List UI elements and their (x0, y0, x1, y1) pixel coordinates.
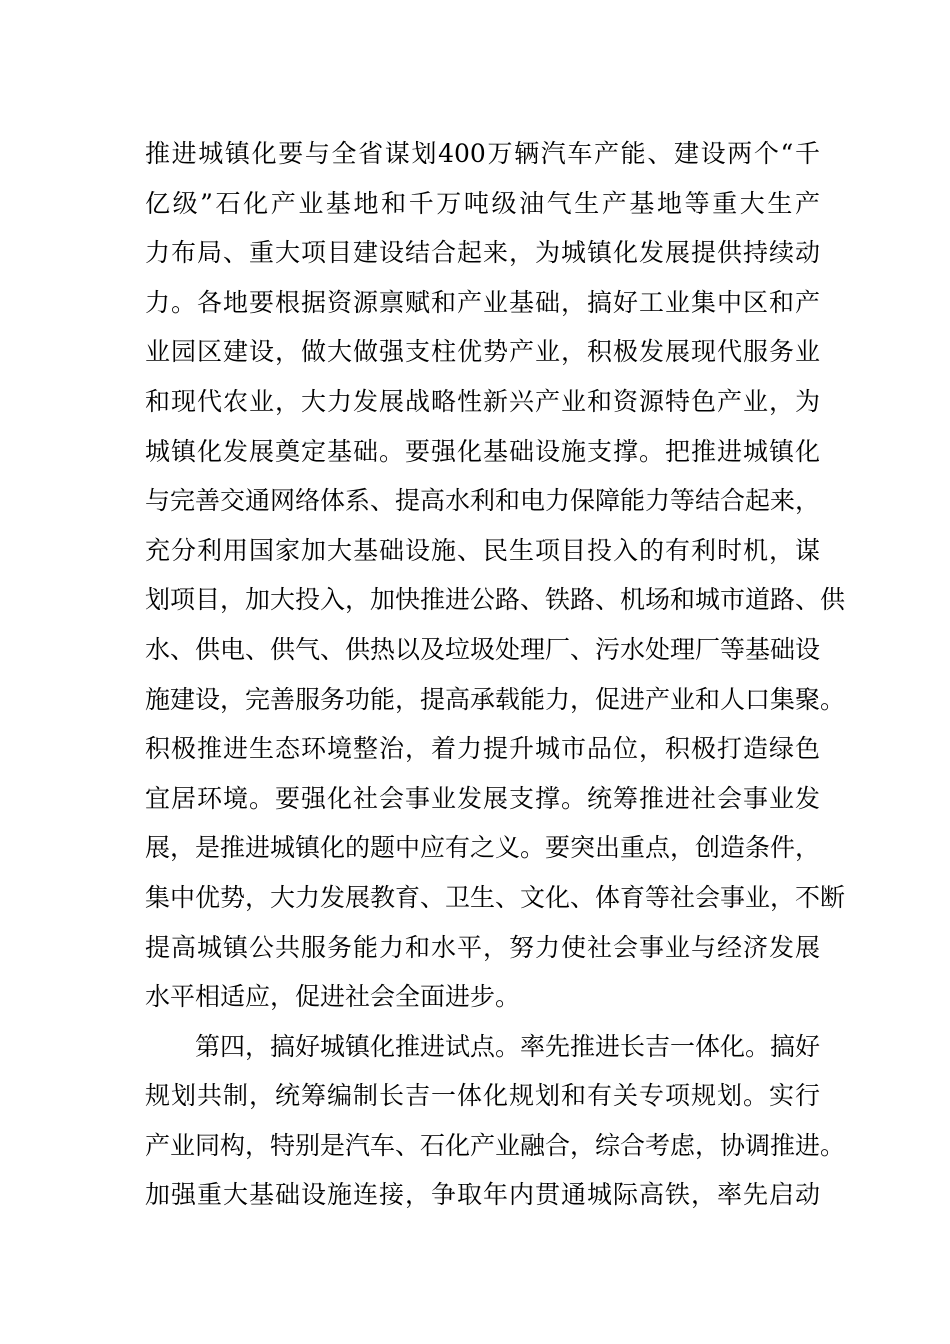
text-line: 加强重大基础设施连接，争取年内贯通城际高铁，率先启动 (145, 1180, 820, 1210)
text-line: 积极推进生态环境整治，着力提升城市品位，积极打造绿色 (145, 734, 820, 764)
text-line: 展，是推进城镇化的题中应有之义。要突出重点，创造条件， (145, 833, 821, 863)
text-line: 业园区建设，做大做强支柱优势产业，积极发展现代服务业 (145, 337, 820, 367)
text-line: 充分利用国家加大基础设施、民生项目投入的有利时机，谋 (145, 535, 820, 565)
text-line: 集中优势，大力发展教育、卫生、文化、体育等社会事业，不断 (145, 882, 846, 912)
text-line: 和现代农业，大力发展战略性新兴产业和资源特色产业，为 (145, 386, 820, 416)
text-line: 推进城镇化要与全省谋划400万辆汽车产能、建设两个“千 (145, 139, 820, 168)
text-line: 力布局、重大项目建设结合起来，为城镇化发展提供持续动 (145, 238, 820, 268)
text-line: 力。各地要根据资源禀赋和产业基础，搞好工业集中区和产 (145, 287, 820, 317)
text-line: 施建设，完善服务功能，提高承载能力，促进产业和人口集聚。 (145, 684, 846, 714)
text-line: 产业同构，特别是汽车、石化产业融合，综合考虑，协调推进。 (145, 1130, 846, 1160)
text-line: 亿级”石化产业基地和千万吨级油气生产基地等重大生产 (145, 188, 820, 218)
body-text (145, 129, 846, 1220)
text-line: 与完善交通网络体系、提高水利和电力保障能力等结合起来， (145, 486, 821, 516)
text-line: 水、供电、供气、供热以及垃圾处理厂、污水处理厂等基础设 (145, 634, 821, 664)
text-line: 城镇化发展奠定基础。要强化基础设施支撑。把推进城镇化 (145, 436, 820, 466)
text-line: 提高城镇公共服务能力和水平，努力使社会事业与经济发展 (145, 932, 820, 962)
text-line: 划项目，加大投入，加快推进公路、铁路、机场和城市道路、供 (145, 585, 846, 615)
text-line: 规划共制，统筹编制长吉一体化规划和有关专项规划。实行 (145, 1081, 820, 1111)
text-line: 宜居环境。要强化社会事业发展支撑。统筹推进社会事业发 (145, 783, 820, 813)
paragraph-first-line: 第四，搞好城镇化推进试点。率先推进长吉一体化。搞好 (195, 1031, 821, 1061)
paragraph-last-line: 水平相适应，促进社会全面进步。 (145, 982, 521, 1012)
